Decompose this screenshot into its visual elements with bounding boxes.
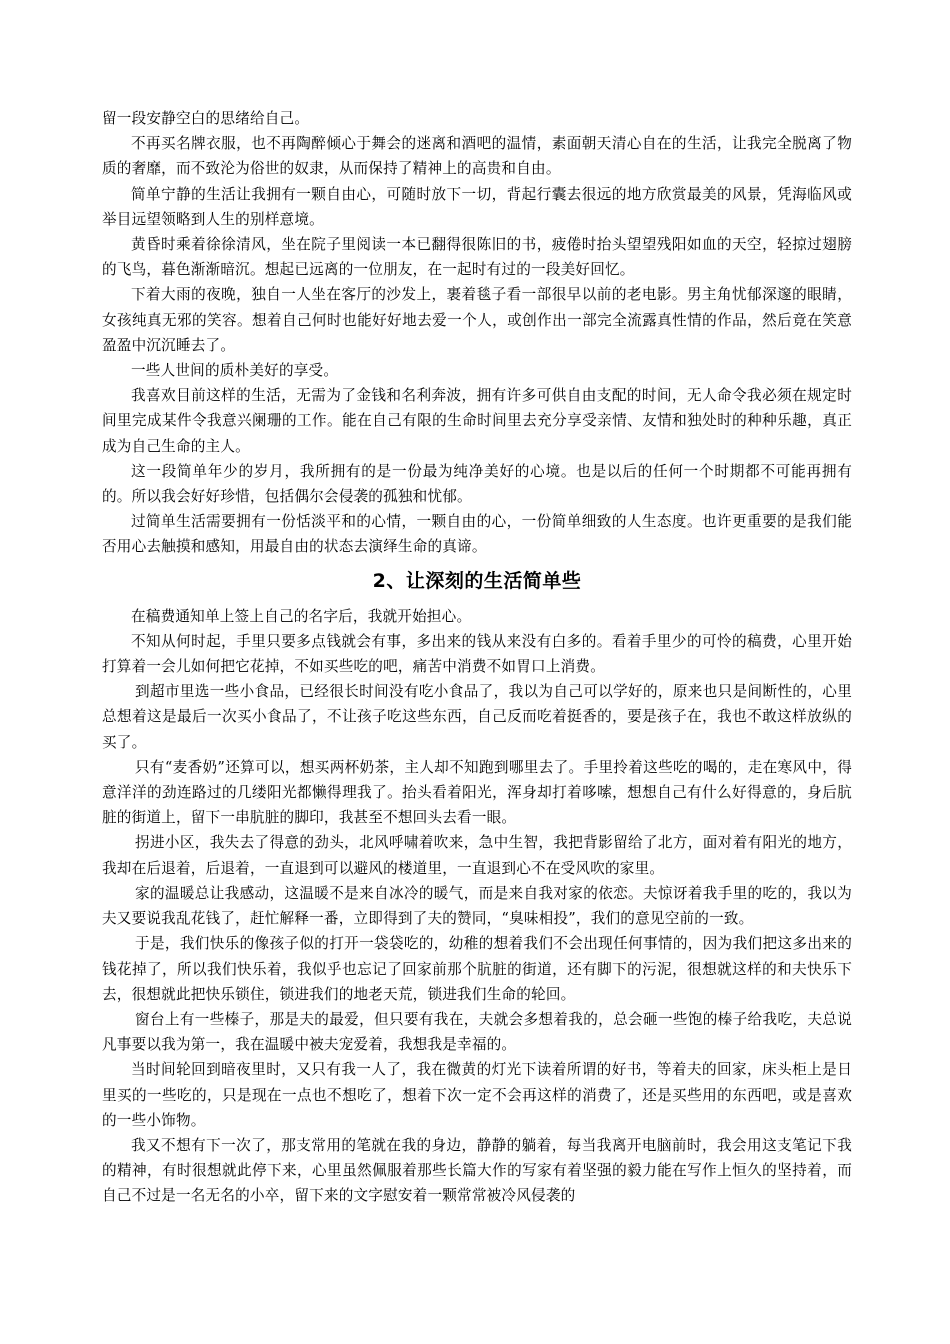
paragraph: 一些人世间的质朴美好的享受。 [131, 362, 339, 380]
paragraph: 窗台上有一些榛子，那是夫的最爱，但只要有我在，夫就会多想着我的，总会砸一些饱的榛子给我吃，夫总说凡事要以我为第一，我在温暖中被夫宠爱着，我想我是幸福的。 [102, 1010, 852, 1054]
paragraph: 我喜欢目前这样的生活，无需为了金钱和名利奔波，拥有许多可供自由支配的时间，无人命令我必须在规定时间里完成某件令我意兴阑珊的工作。能在自己有限的生命时间里去充分享受亲情、友情和独处时的种种乐趣，真正成为自己生命的主人。 [102, 387, 852, 455]
section-heading: 2、让深刻的生活简单些 [372, 569, 582, 592]
paragraph: 拐进小区，我失去了得意的劲头，北风呼啸着吹来，急中生智，我把背影留给了北方，面对着有阳光的地方，我却在后退着，后退着，一直退到可以避风的楼道里，一直退到心不在受风吹的家里。 [102, 834, 852, 877]
paragraph: 留一段安静空白的思绪给自己。 [102, 110, 310, 127]
paragraph: 到超市里选一些小食品，已经很长时间没有吃小食品了，我以为自己可以学好的，原来也只是间断性的，心里总想着这是最后一次买小食品了，不让孩子吃这些东西，自己反而吃着挺香的，要是孩子在，我也不敢这样放纵的买了。 [102, 683, 852, 751]
paragraph: 我又不想有下一次了，那支常用的笔就在我的身边，静静的躺着，每当我离开电脑前时，我会用这支笔记下我的精神，有时很想就此停下来，心里虽然佩服着那些长篇大作的写家有着坚强的毅力能在写作上恒久的坚持着，而自己不过是一名无名的小卒，留下来的文字慰安着一颗常常被冷风侵袭的 [102, 1136, 852, 1205]
document-body [102, 106, 852, 1209]
paragraph: 黄昏时乘着徐徐清风，坐在院子里阅读一本已翻得很陈旧的书，疲倦时抬头望望残阳如血的天空，轻掠过翅膀的飞鸟，暮色渐渐暗沉。想起已远离的一位朋友，在一起时有过的一段美好回忆。 [102, 236, 852, 279]
paragraph: 不知从何时起，手里只要多点钱就会有事，多出来的钱从来没有白多的。看着手里少的可怜的稿费，心里开始打算着一会儿如何把它花掉，不如买些吃的吧，痛苦中消费不如胃口上消费。 [102, 632, 852, 676]
paragraph: 只有“麦香奶”还算可以，想买两杯奶茶，主人却不知跑到哪里去了。手里拎着这些吃的喝的，走在寒风中，得意洋洋的劲连路过的几缕阳光都懒得理我了。抬头看着阳光，浑身却打着哆嗦，想想自己有什么好得意的，身后肮脏的街道上，留下一串肮脏的脚印，我甚至不想回头去看一眼。 [102, 758, 852, 827]
paragraph: 过简单生活需要拥有一份恬淡平和的心情，一颗自由的心，一份简单细致的人生态度。也许更重要的是我们能否用心去触摸和感知，用最自由的状态去演绎生命的真谛。 [102, 513, 852, 556]
paragraph: 当时间轮回到暗夜里时，又只有我一人了，我在微黄的灯光下读着所谓的好书，等着夫的回家，床头柜上是日里买的一些吃的，只是现在一点也不想吃了，想着下次一定不会再这样的消费了，还是买些用的东西吧，或是喜欢的一些小饰物。 [102, 1061, 852, 1129]
paragraph: 在稿费通知单上签上自己的名字后，我就开始担心。 [131, 607, 472, 625]
paragraph: 简单宁静的生活让我拥有一颗自由心，可随时放下一切，背起行囊去很远的地方欣赏最美的风景，凭海临风或举目远望领略到人生的别样意境。 [102, 185, 852, 228]
paragraph: 这一段简单年少的岁月，我所拥有的是一份最为纯净美好的心境。也是以后的任何一个时期都不可能再拥有的。所以我会好好珍惜，包括偶尔会侵袭的孤独和忧郁。 [102, 462, 852, 506]
paragraph: 家的温暖总让我感动，这温暖不是来自冰冷的暖气，而是来自我对家的依恋。夫惊讶着我手里的吃的，我以为夫又要说我乱花钱了，赶忙解释一番，立即得到了夫的赞同，“臭味相投”，我们的意见空前的一致。 [102, 884, 852, 928]
paragraph: 下着大雨的夜晚，独自一人坐在客厅的沙发上，裹着毯子看一部很早以前的老电影。男主角忧郁深邃的眼睛，女孩纯真无邪的笑容。想着自己何时也能好好地去爱一个人，或创作出一部完全流露真性情的作品，然后竟在笑意盈盈中沉沉睡去了。 [102, 286, 852, 354]
paragraph: 不再买名牌衣服，也不再陶醉倾心于舞会的迷离和酒吧的温情，素面朝天清心自在的生活，让我完全脱离了物质的奢靡，而不致沦为俗世的奴隶，从而保持了精神上的高贵和自由。 [102, 135, 852, 178]
paragraph: 于是，我们快乐的像孩子似的打开一袋袋吃的，幼稚的想着我们不会出现任何事情的，因为我们把这多出来的钱花掉了，所以我们快乐着，我似乎也忘记了回家前那个肮脏的街道，还有脚下的污泥，很想就这样的和夫快乐下去，很想就此把快乐锁住，锁进我们的地老天荒，锁进我们生命的轮回。 [102, 935, 852, 1003]
